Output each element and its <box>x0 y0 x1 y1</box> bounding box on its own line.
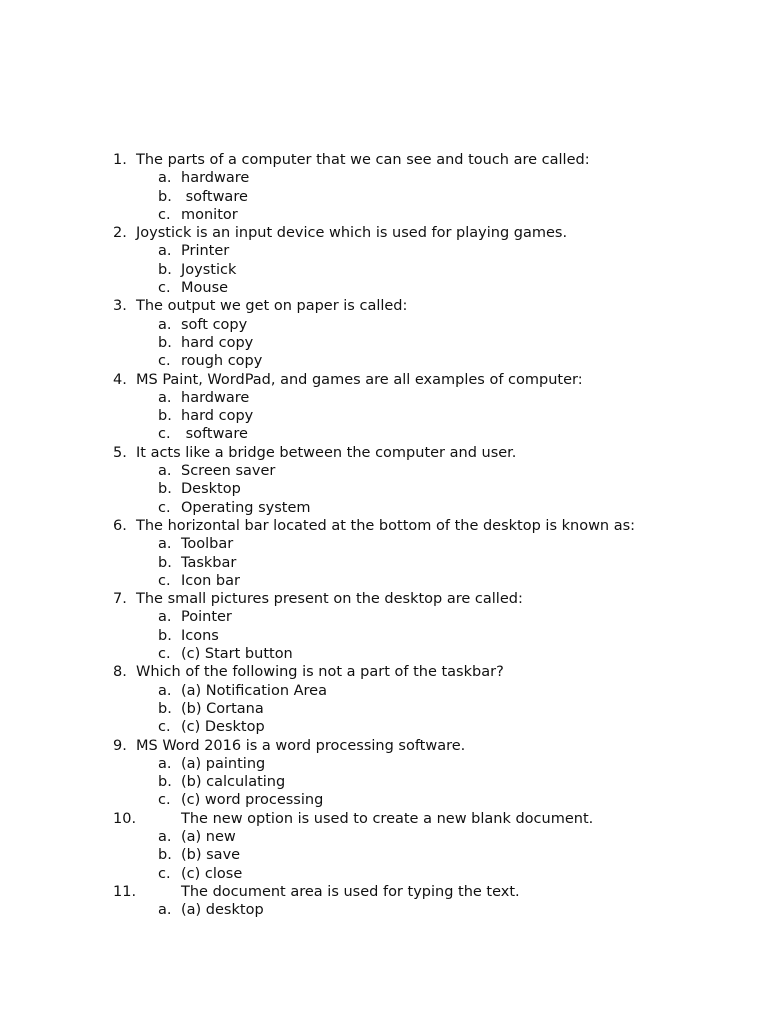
option-letter: b. <box>158 481 172 498</box>
option-letter: c. <box>158 280 171 297</box>
option-letter: b. <box>158 261 172 278</box>
option-text: hard copy <box>181 334 254 351</box>
option-letter: a. <box>158 389 172 406</box>
option-item <box>0 572 768 590</box>
question-4 <box>0 371 768 389</box>
question-text: The horizontal bar located at the bottom of the desktop is known as: <box>136 517 636 534</box>
option-letter: a. <box>158 609 172 626</box>
option-letter: b. <box>158 774 172 791</box>
question-text: MS Paint, WordPad, and games are all examples of computer: <box>136 371 583 388</box>
option-item <box>0 901 768 919</box>
option-letter: c. <box>158 206 171 223</box>
option-letter: a. <box>158 316 172 333</box>
option-item <box>0 334 768 352</box>
option-item <box>0 608 768 626</box>
option-item <box>0 791 768 809</box>
option-item <box>0 535 768 553</box>
option-letter: b. <box>158 627 172 644</box>
option-letter: a. <box>158 170 172 187</box>
question-number: 9. <box>113 737 127 754</box>
quiz-document <box>0 151 768 919</box>
option-text: (c) close <box>181 865 243 882</box>
question-number: 4. <box>113 371 127 388</box>
question-text: Joystick is an input device which is used for playing games. <box>136 225 568 242</box>
option-text: soft copy <box>181 316 248 333</box>
option-letter: a. <box>158 828 172 845</box>
option-letter: a. <box>158 536 172 553</box>
question-text: The small pictures present on the desktop are called: <box>136 591 523 608</box>
question-text: The output we get on paper is called: <box>136 298 408 315</box>
option-letter: a. <box>158 463 172 480</box>
option-letter: b. <box>158 188 172 205</box>
option-letter: c. <box>158 572 171 589</box>
option-text: (b) save <box>181 847 241 864</box>
option-letter: c. <box>158 499 171 516</box>
option-item <box>0 554 768 572</box>
question-8 <box>0 663 768 681</box>
option-item <box>0 718 768 736</box>
option-letter: c. <box>158 353 171 370</box>
question-11 <box>0 883 768 901</box>
option-item <box>0 773 768 791</box>
option-letter: a. <box>158 243 172 260</box>
option-item <box>0 389 768 407</box>
option-letter: b. <box>158 554 172 571</box>
question-number: 3. <box>113 298 127 315</box>
option-text: hard copy <box>181 408 254 425</box>
question-1 <box>0 151 768 169</box>
option-text: Mouse <box>181 280 229 297</box>
question-number: 7. <box>113 591 127 608</box>
option-item <box>0 206 768 224</box>
option-letter: b. <box>158 700 172 717</box>
option-item <box>0 755 768 773</box>
option-letter: a. <box>158 682 172 699</box>
option-text: (c) Desktop <box>181 719 265 736</box>
option-text: (a) desktop <box>181 902 264 919</box>
option-text: rough copy <box>181 353 263 370</box>
option-text: (c) Start button <box>181 646 293 663</box>
question-text: The new option is used to create a new blank document. <box>181 810 594 827</box>
option-item <box>0 425 768 443</box>
option-letter: c. <box>158 792 171 809</box>
option-item <box>0 645 768 663</box>
question-text: The parts of a computer that we can see and touch are called: <box>136 152 590 168</box>
option-letter: c. <box>158 719 171 736</box>
option-item <box>0 279 768 297</box>
question-number: 8. <box>113 664 127 681</box>
option-text: Icons <box>181 627 219 644</box>
option-text: (c) word processing <box>181 792 324 809</box>
option-item <box>0 188 768 206</box>
option-item <box>0 865 768 883</box>
option-item <box>0 261 768 279</box>
option-letter: b. <box>158 408 172 425</box>
option-item <box>0 169 768 187</box>
option-text: Screen saver <box>181 463 276 480</box>
option-item <box>0 242 768 260</box>
option-text: hardware <box>181 389 250 406</box>
option-text: Toolbar <box>181 536 234 553</box>
option-text: Printer <box>181 243 230 260</box>
option-item <box>0 316 768 334</box>
option-text: hardware <box>181 170 250 187</box>
option-text: (a) Notification Area <box>181 682 327 699</box>
option-letter: c. <box>158 426 171 443</box>
option-text: Pointer <box>181 609 232 626</box>
option-item <box>0 462 768 480</box>
question-10 <box>0 810 768 828</box>
option-letter: c. <box>158 646 171 663</box>
option-letter: a. <box>158 902 172 919</box>
question-number: 1. <box>113 152 127 168</box>
question-3 <box>0 297 768 315</box>
question-text: MS Word 2016 is a word processing software. <box>136 737 466 754</box>
option-text: Icon bar <box>181 572 240 589</box>
question-number: 2. <box>113 225 127 242</box>
question-6 <box>0 517 768 535</box>
option-item <box>0 627 768 645</box>
question-7 <box>0 590 768 608</box>
option-item <box>0 352 768 370</box>
option-text: (b) Cortana <box>181 700 264 717</box>
option-text: Joystick <box>181 261 237 278</box>
option-letter: b. <box>158 334 172 351</box>
question-text: It acts like a bridge between the computer and user. <box>136 444 517 461</box>
question-text: Which of the following is not a part of the taskbar? <box>136 664 504 681</box>
option-text: (b) calculating <box>181 774 286 791</box>
option-item <box>0 700 768 718</box>
question-text: The document area is used for typing the text. <box>181 883 520 900</box>
question-2 <box>0 224 768 242</box>
option-text: software <box>181 426 248 443</box>
question-number: 6. <box>113 517 127 534</box>
option-item <box>0 828 768 846</box>
option-text: monitor <box>181 206 238 223</box>
option-item <box>0 682 768 700</box>
option-text: (a) painting <box>181 755 266 772</box>
option-item <box>0 499 768 517</box>
option-text: Taskbar <box>181 554 237 571</box>
question-number: 5. <box>113 444 127 461</box>
question-number: 11. <box>113 883 137 900</box>
option-letter: c. <box>158 865 171 882</box>
question-9 <box>0 737 768 755</box>
question-5 <box>0 444 768 462</box>
option-item <box>0 407 768 425</box>
option-text: Desktop <box>181 481 241 498</box>
option-letter: b. <box>158 847 172 864</box>
option-text: software <box>181 188 248 205</box>
question-number: 10. <box>113 810 137 827</box>
option-item <box>0 480 768 498</box>
option-letter: a. <box>158 755 172 772</box>
option-item <box>0 846 768 864</box>
option-text: Operating system <box>181 499 311 516</box>
option-text: (a) new <box>181 828 236 845</box>
